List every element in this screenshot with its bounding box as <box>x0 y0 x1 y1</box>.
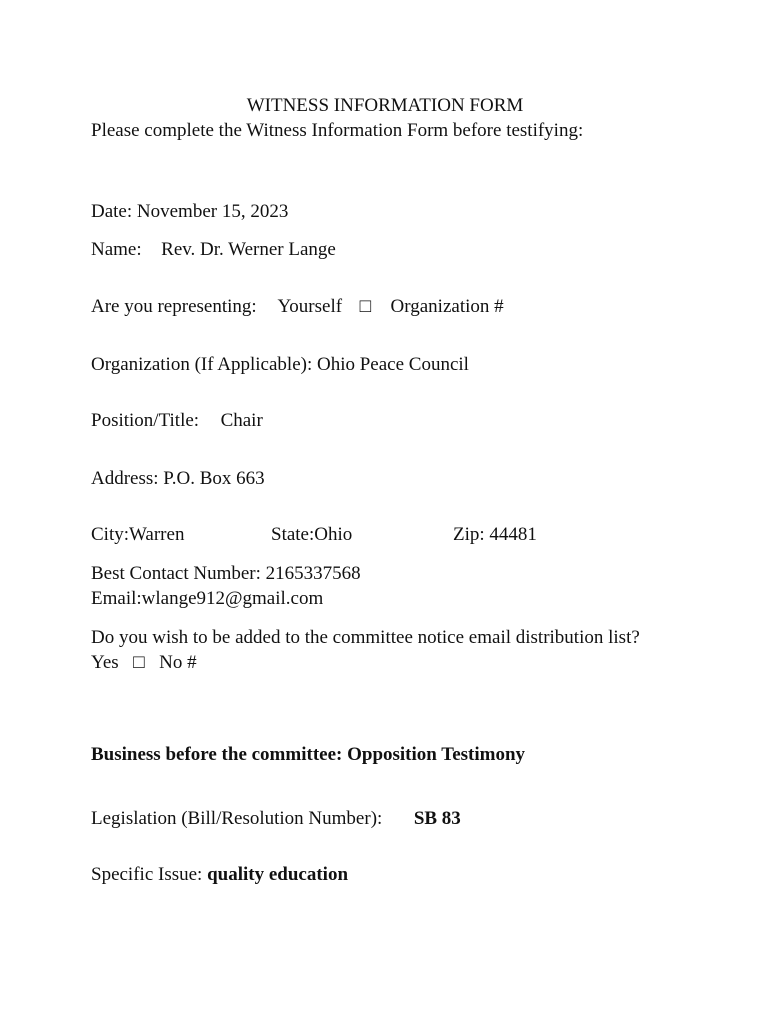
representing-yourself-option: Yourself <box>277 296 343 317</box>
name-row <box>91 238 336 262</box>
issue-label: Specific Issue: <box>91 864 203 885</box>
distribution-question: Do you wish to be added to the committee notice email distribution list? <box>91 627 640 648</box>
city-field: City:Warren <box>91 524 185 545</box>
representing-organization-option: Organization # <box>390 296 504 317</box>
no-option: No # <box>159 652 197 673</box>
name-value: Rev. Dr. Werner Lange <box>161 239 336 260</box>
distribution-answer-row <box>91 651 197 675</box>
legislation-label: Legislation (Bill/Resolution Number): <box>91 808 383 829</box>
state-field: State:Ohio <box>271 524 353 545</box>
issue-value: quality education <box>207 864 349 885</box>
name-label: Name: <box>91 239 142 260</box>
organization-field: Organization (If Applicable): Ohio Peace Council <box>91 354 469 375</box>
position-value: Chair <box>220 410 263 431</box>
address-field: Address: P.O. Box 663 <box>91 468 265 489</box>
yes-checkbox-icon: □ <box>133 652 145 673</box>
email-field: Email:wlange912@gmail.com <box>91 588 324 609</box>
representing-label: Are you representing: <box>91 296 257 317</box>
yourself-checkbox-icon: □ <box>359 296 372 317</box>
form-title: WITNESS INFORMATION FORM <box>246 95 524 116</box>
legislation-row <box>91 807 461 831</box>
legislation-value: SB 83 <box>413 808 461 829</box>
issue-row <box>91 863 348 887</box>
yes-option: Yes <box>91 652 119 673</box>
representing-row <box>91 295 504 319</box>
date-field: Date: November 15, 2023 <box>91 201 289 222</box>
form-instructions: Please complete the Witness Information Form before testifying: <box>91 120 584 141</box>
position-label: Position/Title: <box>91 410 200 431</box>
contact-number-field: Best Contact Number: 2165337568 <box>91 563 361 584</box>
position-row <box>91 409 263 433</box>
business-label: Business before the committee: <box>91 744 343 765</box>
business-row <box>91 743 525 767</box>
zip-field: Zip: 44481 <box>453 524 537 545</box>
business-value: Opposition Testimony <box>347 744 526 765</box>
